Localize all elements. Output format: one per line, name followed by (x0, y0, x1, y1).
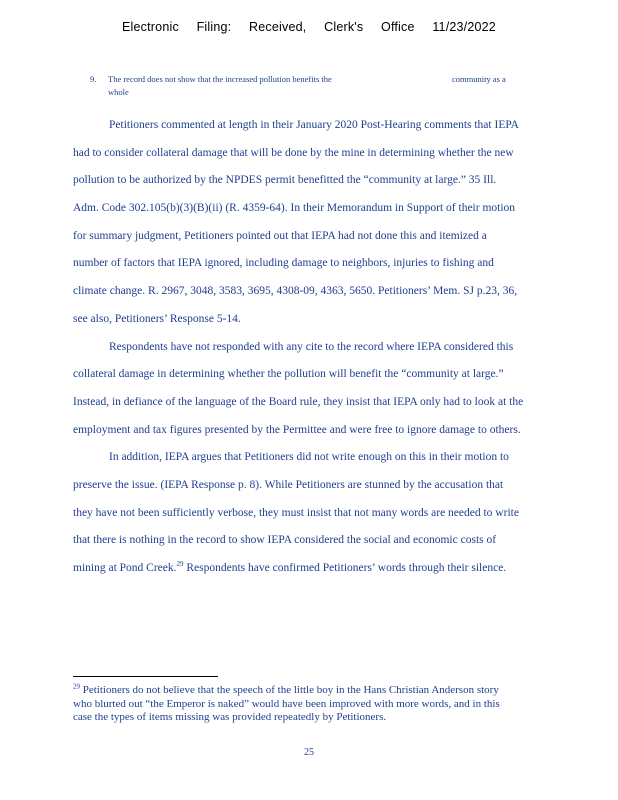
page-number: 25 (304, 747, 314, 758)
paragraph-line: collateral damage in determining whether the pollution will benefit the “community at large.” (73, 368, 504, 381)
paragraph-line: Petitioners commented at length in their January 2020 Post-Hearing comments that IEPA (109, 119, 519, 131)
paragraph-line: Respondents have not responded with any cite to the record where IEPA considered this (109, 340, 514, 353)
footnote-line: case the types of items missing was provided repeatedly by Petitioners. (73, 711, 387, 723)
footnote-divider (73, 676, 218, 677)
section-heading-tail: community as a (452, 74, 506, 84)
paragraph-text: Respondents have confirmed Petitioners’ words through their silence. (183, 562, 507, 574)
section-heading (90, 73, 520, 99)
paragraph-line: Instead, in defiance of the language of the Board rule, they insist that IEPA only had to look at the (73, 395, 524, 408)
paragraph-text: mining at Pond Creek. (73, 562, 177, 574)
header-word: Filing: (196, 20, 232, 34)
section-number: 9. (90, 74, 97, 84)
header-word: Clerk's (324, 20, 364, 34)
paragraph-line: pollution to be authorized by the NPDES permit benefitted the “community at large.” 35 Ill. (73, 174, 497, 187)
paragraph-line: employment and tax figures presented by the Permittee and were free to ignore damage to others. (73, 423, 521, 436)
paragraph-line: had to consider collateral damage that will be done by the mine in determining whether the new (73, 146, 514, 159)
paragraph-line (73, 555, 593, 583)
header-word: Office (381, 20, 415, 34)
paragraph-line: Adm. Code 302.105(b)(3)(B)(ii) (R. 4359-64). In their Memorandum in Support of their motion (73, 202, 516, 215)
footnote-reference[interactable]: 29 (176, 560, 184, 569)
header-word: Received, (249, 20, 307, 34)
header-word: Electronic (122, 20, 179, 34)
paragraph-line: that there is nothing in the record to show IEPA considered the social and economic costs of (73, 534, 497, 547)
paragraph-line: see also, Petitioners’ Response 5-14. (73, 312, 241, 325)
section-heading-line1: The record does not show that the increased pollution benefits the (108, 74, 332, 84)
paragraph-line: preserve the issue. (IEPA Response p. 8). While Petitioners are stunned by the accusation that (73, 478, 504, 491)
paragraph-line: In addition, IEPA argues that Petitioners did not write enough on this in their motion to (109, 451, 509, 464)
footnote-line: who blurted out “the Emperor is naked” would have been improved with more words, and in this (73, 697, 500, 710)
section-heading-line2: whole (108, 87, 129, 97)
body-text (73, 112, 593, 583)
paragraph-line: for summary judgment, Petitioners pointed out that IEPA had not done this and itemized a (73, 229, 487, 242)
footnote-line: Petitioners do not believe that the speech of the little boy in the Hans Christian Anderson story (80, 684, 499, 696)
paragraph-line: climate change. R. 2967, 3048, 3583, 3695, 4308-09, 4363, 5650. Petitioners’ Mem. SJ p.23, 36, (73, 285, 518, 298)
paragraph-line: they have not been sufficiently verbose, they must insist that not many words are needed to write (73, 506, 519, 519)
paragraph-line: number of factors that IEPA ignored, including damage to neighbors, injuries to fishing and (73, 257, 494, 270)
footnote (73, 684, 593, 725)
filing-header (0, 20, 618, 34)
footnote-marker: 29 (73, 682, 80, 691)
header-date: 11/23/2022 (432, 20, 496, 34)
